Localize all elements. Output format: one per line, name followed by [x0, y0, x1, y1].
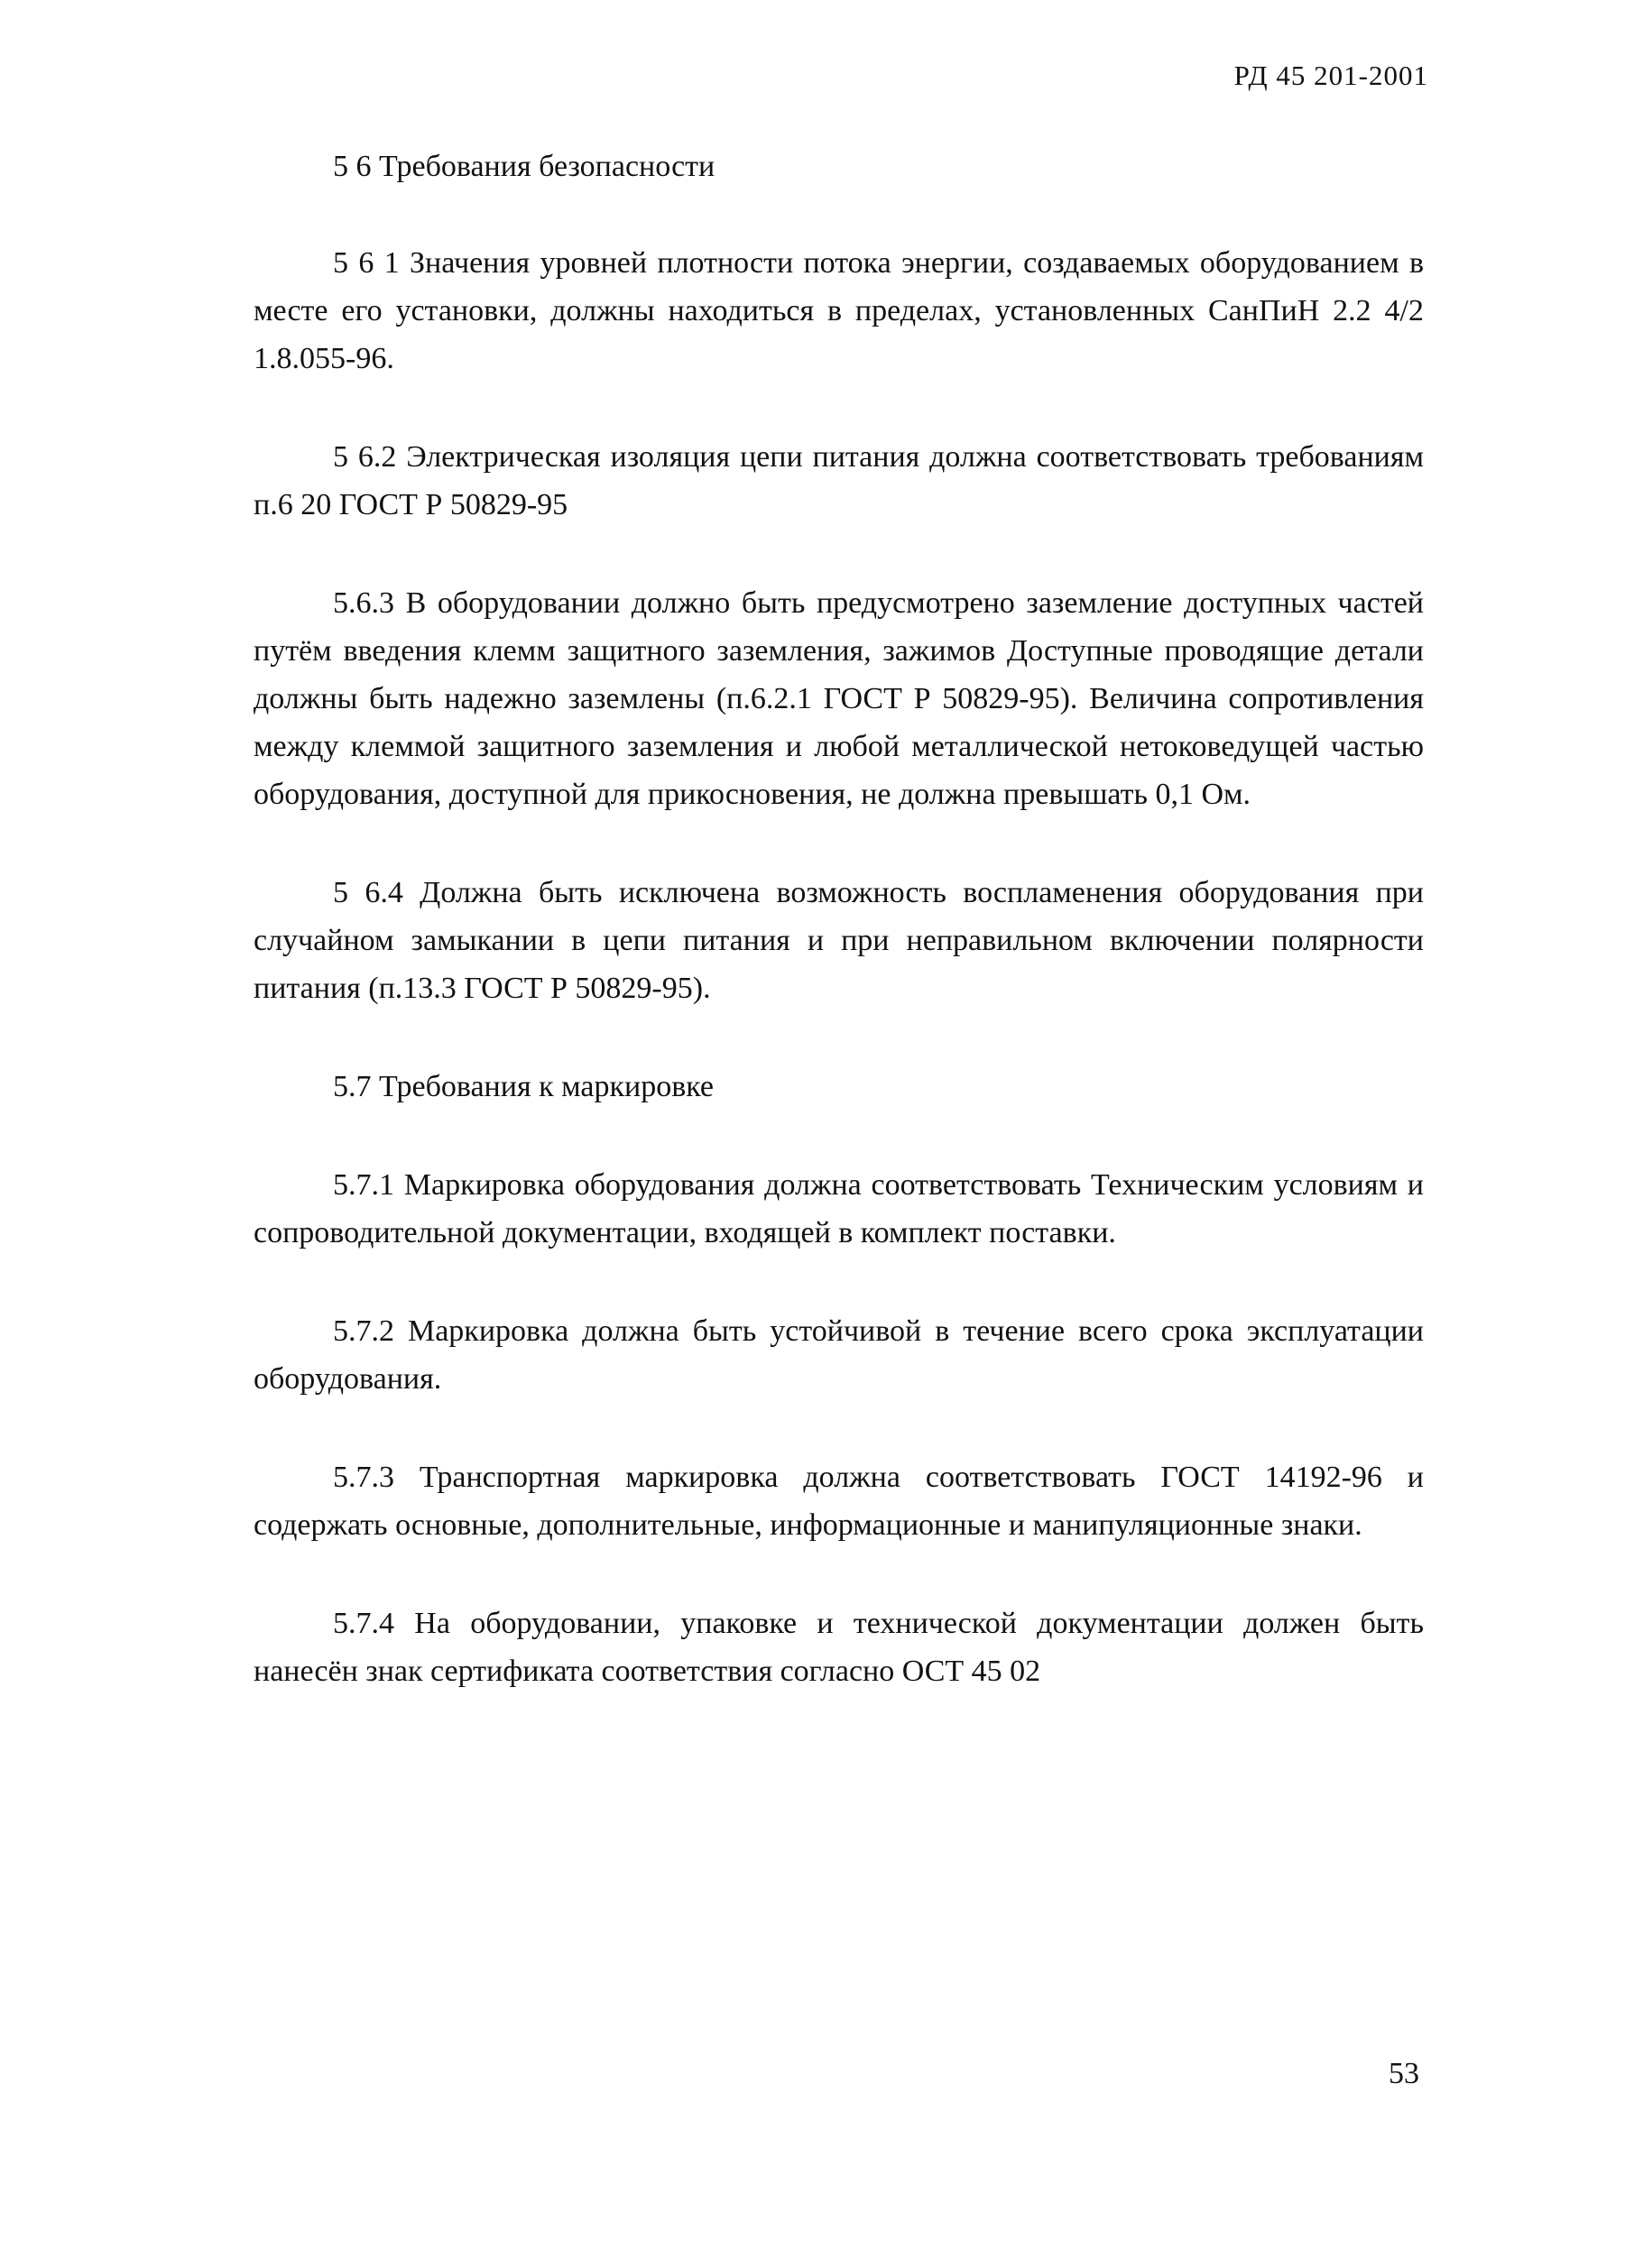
section-5-7-heading: 5.7 Требования к маркировке: [333, 1070, 715, 1103]
document-code-header: РД 45 201-2001: [1233, 60, 1428, 91]
section-5-6-heading: 5 6 Требования безопасности: [333, 150, 715, 183]
page-body: [254, 143, 1424, 1695]
paragraph-5-6-2: 5 6.2 Электрическая изоляция цепи питания должна соответствовать требованиям п.6 20 ГОСТ Р 50829-95: [254, 440, 1424, 521]
paragraph-5-7-2: 5.7.2 Маркировка должна быть устойчивой в течение всего срока эксплуатации оборудования.: [254, 1314, 1424, 1396]
paragraph-5-6-3: 5.6.3 В оборудовании должно быть предусмотрено заземление доступных частей путём введения клемм защитного заземления, зажимов Доступные проводящие детали должны быть надежно заземлены (п.6.2.1 ГОСТ Р 50829-95). Величина сопротивления между клеммой защитного заземления и любой металлической нетоковедущей частью оборудования, доступной для прикосновения, не должна превышать 0,1 Ом.: [254, 586, 1424, 811]
paragraph-5-7-4: 5.7.4 На оборудовании, упаковке и технической документации должен быть нанесён знак сертификата соответствия согласно ОСТ 45 02: [254, 1607, 1424, 1688]
paragraph-5-7-1: 5.7.1 Маркировка оборудования должна соответствовать Техническим условиям и сопроводительной документации, входящей в комплект поставки.: [254, 1168, 1424, 1249]
paragraph-5-7-3: 5.7.3 Транспортная маркировка должна соответствовать ГОСТ 14192-96 и содержать основные, дополнительные, информационные и манипуляционные знаки.: [254, 1461, 1424, 1542]
paragraph-5-6-1: 5 6 1 Значения уровней плотности потока энергии, создаваемых оборудованием в месте его установки, должны находиться в пределах, установленных СанПиН 2.2 4/2 1.8.055-96.: [254, 246, 1424, 375]
page-number: 53: [1389, 2057, 1419, 2090]
paragraph-5-6-4: 5 6.4 Должна быть исключена возможность воспламенения оборудования при случайном замыкании в цепи питания и при неправильном включении полярности питания (п.13.3 ГОСТ Р 50829-95).: [254, 876, 1424, 1005]
